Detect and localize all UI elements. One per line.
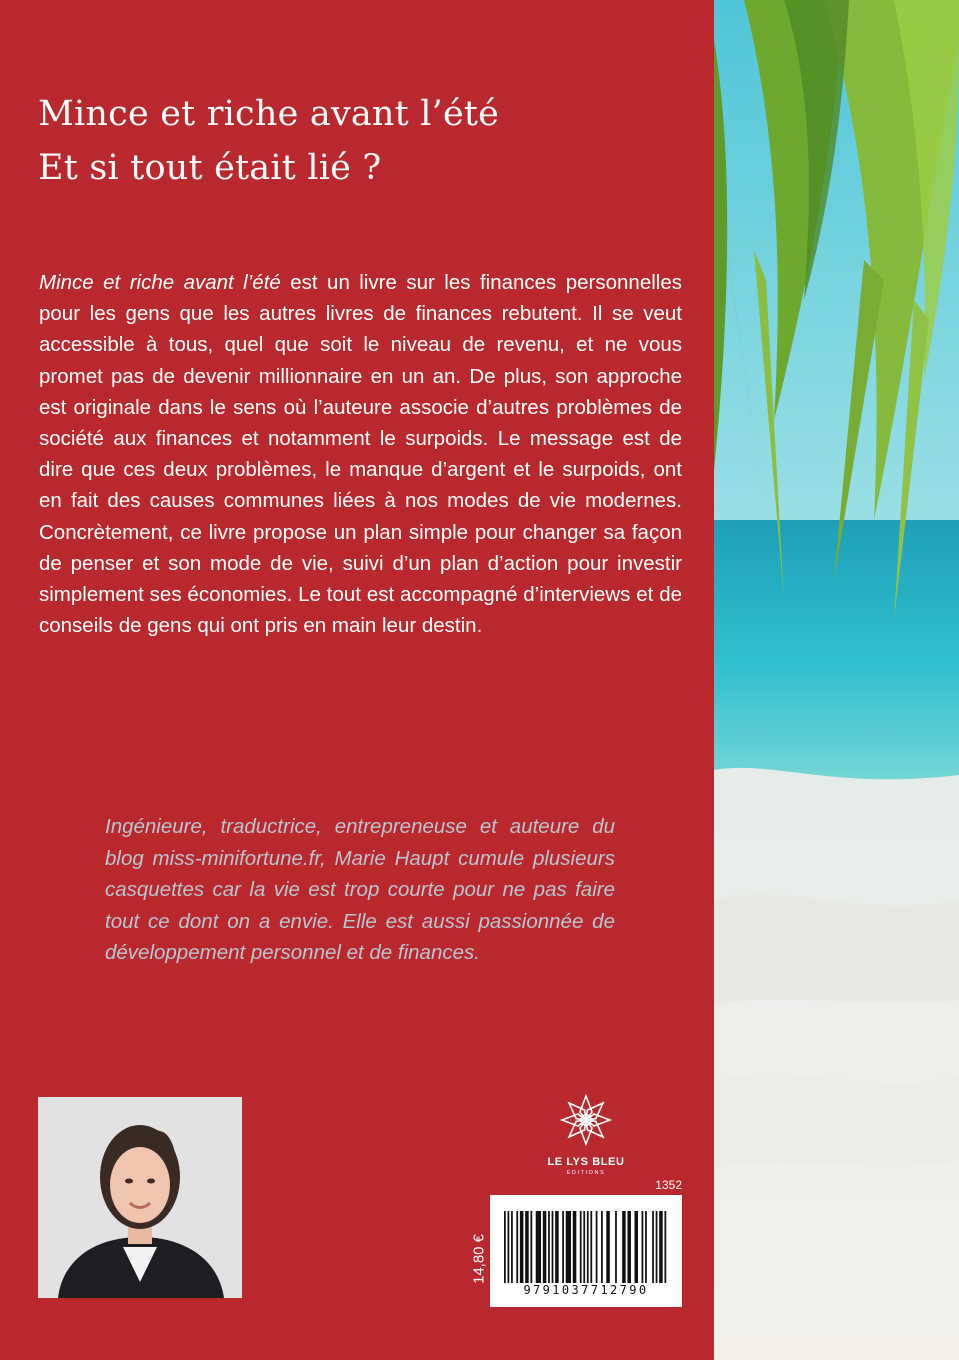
barcode-bar [548, 1211, 550, 1283]
barcode-bar [566, 1211, 571, 1283]
barcode-bar [596, 1211, 598, 1283]
barcode-bars [504, 1211, 668, 1283]
barcode-bar [642, 1211, 644, 1283]
isbn-number: 9791037712790 [523, 1283, 649, 1297]
barcode-bar [587, 1211, 589, 1283]
barcode-bar [664, 1211, 666, 1283]
publisher-name: LE LYS BLEU [547, 1156, 625, 1168]
author-photo [38, 1097, 242, 1298]
barcode-bar [659, 1211, 663, 1283]
lotus-flower-icon [540, 1090, 632, 1182]
reference-number: 1352 [655, 1178, 682, 1192]
barcode-bar [520, 1211, 524, 1283]
barcode-bar [590, 1211, 592, 1283]
price-label [469, 1211, 489, 1307]
title-line-1: Mince et riche avant l’été [38, 94, 500, 134]
barcode-bar [645, 1211, 647, 1283]
barcode-bar [504, 1211, 506, 1283]
barcode-bar [536, 1211, 541, 1283]
barcode-bar [530, 1211, 532, 1283]
barcode-bar [652, 1211, 654, 1283]
barcode-bar [562, 1211, 564, 1283]
summary-text: est un livre sur les finances personnelles pour les gens que les autres livres de finances rebutent. Il se veut accessible à tous, quel que soit le niveau de revenu, et ne vous promet pas de devenir millionnaire en un an. De plus, son approche est originale dans le sens où l’auteure associe d’autres problèmes de société aux finances et notamment le surpoids. Le message est de dire que ces deux problèmes, le manque d’argent et le surpoids, ont en fait des causes communes liées à nos modes de vie modernes. Concrètement, ce livre propose un plan simple pour changer sa façon de penser et son mode de vie, suivi d’un plan d’action pour investir simplement ses économies. Le tout est accompagné d’interviews et de conseils de gens qui ont pris en main leur destin. [39, 271, 682, 638]
barcode-bar [601, 1211, 603, 1283]
barcode-bar [583, 1211, 585, 1283]
beach-palm-illustration [714, 0, 959, 1360]
author-bio: Ingénieure, traductrice, entrepreneuse et auteure du blog miss-minifortune.fr, Marie Haupt cumule plusieurs casquettes car la vie est trop courte pour ne pas faire tout ce dont on a envie. Elle est aussi passionnée de développement personnel et de finances. [105, 815, 615, 964]
barcode-bar [516, 1211, 518, 1283]
barcode-bar [508, 1211, 510, 1283]
barcode-bar [525, 1211, 529, 1283]
barcode-bar [511, 1211, 513, 1283]
summary-book-title: Mince et riche avant l’été [39, 271, 281, 294]
barcode-bar [552, 1211, 554, 1283]
barcode-bar [634, 1211, 638, 1283]
barcode-bar [615, 1211, 617, 1283]
barcode [490, 1195, 682, 1307]
barcode-bar [573, 1211, 577, 1283]
barcode-bar [606, 1211, 610, 1283]
barcode-bar [555, 1211, 559, 1283]
barcode-bar [622, 1211, 626, 1283]
barcode-bar [580, 1211, 582, 1283]
book-summary [39, 267, 682, 641]
price-text: 14,80 € [470, 1233, 488, 1285]
barcode-bar [543, 1211, 547, 1283]
title-line-2: Et si tout était lié ? [38, 148, 382, 188]
barcode-bar [656, 1211, 658, 1283]
publisher-subtitle: ÉDITIONS [566, 1170, 606, 1176]
barcode-bar [627, 1211, 631, 1283]
